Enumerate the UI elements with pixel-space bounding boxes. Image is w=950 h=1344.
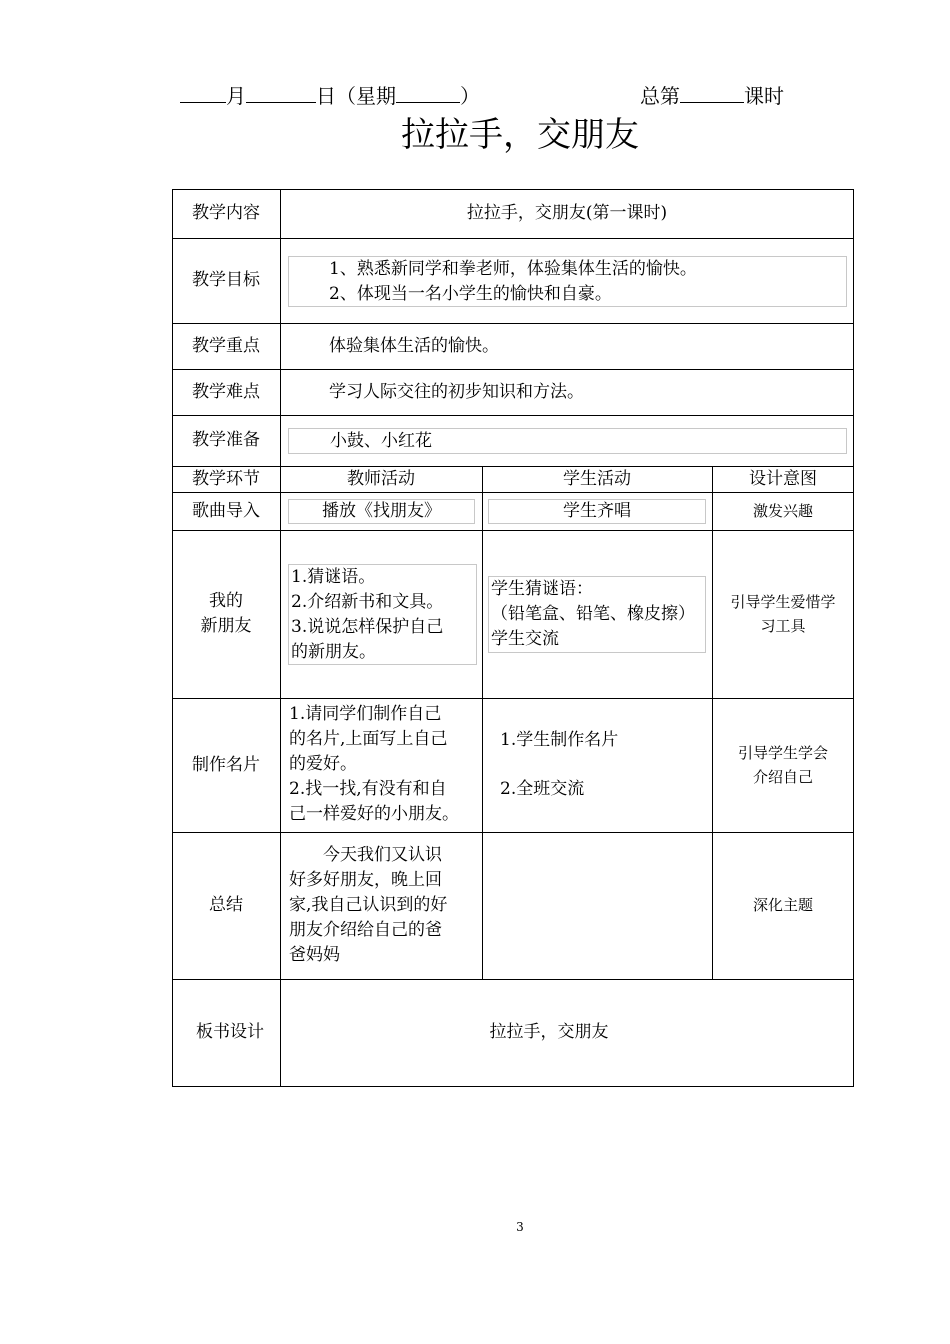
activity-line: 好多好朋友，晚上回: [289, 870, 442, 890]
stage-cell: 歌曲导入: [192, 500, 260, 521]
goal-item: 2、体现当一名小学生的愉快和自豪。: [329, 284, 612, 304]
activity-line: 的爱好。: [289, 754, 357, 774]
activity-line: 的名片,上面写上自己: [289, 729, 448, 749]
content-label: 教学内容: [192, 203, 260, 223]
goal-item: 1、熟悉新同学和拳老师，体验集体生活的愉快。: [329, 259, 697, 279]
teacher-activity: [288, 564, 477, 665]
lesson-count: [640, 82, 784, 110]
activity-line: 爸妈妈: [289, 945, 340, 965]
total-label: 总第: [640, 84, 680, 108]
activity-line: 的新朋友。: [291, 642, 376, 662]
student-activity: 学生齐唱: [488, 499, 706, 524]
goal-label: 教学目标: [192, 270, 260, 290]
activity-line: 3.说说怎样保护自己: [291, 617, 444, 637]
board-value: 拉拉手，交朋友: [489, 1022, 609, 1042]
month-label: 月: [226, 84, 246, 108]
intent-cell: [712, 530, 854, 698]
prep-label: 教学准备: [192, 430, 260, 450]
stage-line: 我的: [209, 591, 243, 611]
lesson-plan-table: [172, 189, 854, 1087]
focus-value: 体验集体生活的愉快。: [329, 335, 499, 356]
activity-line: 2.找一找,有没有和自: [289, 779, 447, 799]
content-value: 拉拉手，交朋友(第一课时): [466, 203, 668, 223]
intent-cell: 深化主题: [752, 896, 813, 914]
col-header-teacher: 教师活动: [347, 468, 415, 489]
stage-cell: [172, 530, 280, 698]
activity-line: 家,我自己认识到的好: [289, 895, 448, 915]
col-header-student: 学生活动: [563, 468, 631, 489]
weekday-blank: [396, 82, 460, 103]
lesson-label: 课时: [744, 84, 784, 108]
activity-line: 2.介绍新书和文具。: [291, 592, 444, 612]
day-blank: [246, 82, 316, 103]
student-activity: [488, 576, 706, 653]
activity-line: 2.全班交流: [500, 779, 585, 799]
intent-line: 介绍自己: [752, 768, 813, 786]
col-header-stage: 教学环节: [192, 468, 260, 489]
prep-value: 小鼓、小红花: [288, 428, 847, 454]
month-blank: [180, 82, 226, 103]
intent-line: 引导学生学会: [737, 744, 828, 762]
intent-line: 习工具: [760, 617, 806, 635]
activity-line: 学生猜谜语：: [491, 579, 593, 599]
lesson-blank: [680, 82, 744, 103]
teacher-activity: [289, 843, 481, 968]
date-header: [180, 82, 800, 110]
activity-line: 今天我们又认识: [289, 845, 442, 865]
activity-line: （铅笔盒、铅笔、橡皮擦）: [491, 604, 695, 624]
goal-list: [288, 256, 847, 307]
column-divider-2: [482, 466, 483, 979]
board-label: 板书设计: [196, 1022, 264, 1042]
focus-label: 教学重点: [192, 335, 260, 356]
student-activity: [500, 728, 618, 802]
activity-line: 1.猜谜语。: [291, 567, 376, 587]
intent-cell: [712, 698, 854, 832]
difficulty-label: 教学难点: [192, 381, 260, 402]
teacher-activity: 播放《找朋友》: [288, 499, 475, 524]
page-title: 拉拉手，交朋友: [401, 115, 639, 155]
difficulty-value: 学习人际交往的初步知识和方法。: [329, 381, 584, 402]
stage-cell: 制作名片: [192, 754, 260, 775]
close-paren: ）: [460, 84, 480, 108]
stage-cell: 总结: [209, 895, 243, 915]
intent-line: 引导学生爱惜学: [730, 593, 836, 611]
activity-line: 1.请同学们制作自己: [289, 704, 442, 724]
activity-line: 学生交流: [491, 629, 559, 649]
day-label: 日（星期: [316, 84, 396, 108]
stage-line: 新朋友: [200, 616, 252, 636]
row-divider: [172, 1086, 854, 1087]
activity-line: 己一样爱好的小朋友。: [289, 804, 459, 824]
activity-line: 朋友介绍给自己的爸: [289, 920, 442, 940]
col-header-intent: 设计意图: [749, 468, 817, 489]
intent-cell: 激发兴趣: [752, 501, 813, 520]
activity-line: 1.学生制作名片: [500, 730, 619, 750]
page-number: 3: [516, 1220, 524, 1234]
teacher-activity: [289, 702, 481, 827]
